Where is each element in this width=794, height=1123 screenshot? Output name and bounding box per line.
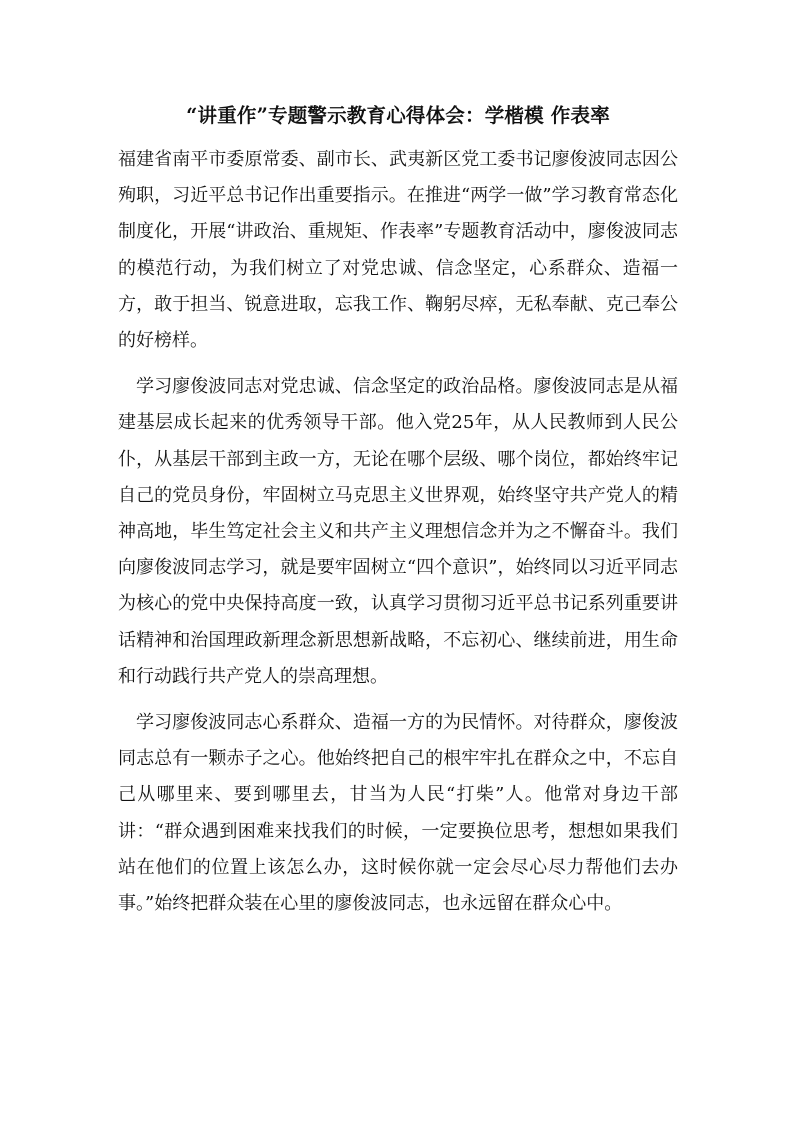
paragraph-intro: 福建省南平市委原常委、副市长、武夷新区党工委书记廖俊波同志因公殉职，习近平总书记作出重要指示。在推进“两学一做”学习教育常态化制度化，开展“讲政治、重规矩、作表率”专题教育活动中，廖俊波同志的模范行动，为我们树立了对党忠诚、信念坚定，心系群众、造福一方，敢于担当、锐意进取，忘我工作、鞠躬尽瘁，无私奉献、克己奉公的好榜样。 xyxy=(118,149,678,352)
paragraph-people-sentiment: 学习廖俊波同志心系群众、造福一方的为民情怀。对待群众，廖俊波同志总有一颗赤子之心。他始终把自己的根牢牢扎在群众之中，不忘自己从哪里来、要到哪里去，甘当为人民“打柴”人。他常对身边干部讲：“群众遇到困难来找我们的时候，一定要换位思考，想想如果我们站在他们的位置上该怎么办，这时候你就一定会尽心尽力帮他们去办事。”始终把群众装在心里的廖俊波同志，也永远留在群众心中。 xyxy=(118,712,678,915)
document-title: “讲重作”专题警示教育心得体会：学楷模 作表率 xyxy=(186,104,610,127)
paragraph-political-character: 学习廖俊波同志对党忠诚、信念坚定的政治品格。廖俊波同志是从福建基层成长起来的优秀领导干部。他入党25年，从人民教师到人民公仆，从基层干部到主政一方，无论在哪个层级、哪个岗位，都始终牢记自己的党员身份，牢固树立马克思主义世界观，始终坚守共产党人的精神高地，毕生笃定社会主义和共产主义理想信念并为之不懈奋斗。我们向廖俊波同志学习，就是要牢固树立“四个意识”，始终同以习近平同志为核心的党中央保持高度一致，认真学习贯彻习近平总书记系列重要讲话精神和治国理政新理念新思想新战略，不忘初心、继续前进，用生命和行动践行共产党人的崇高理想。 xyxy=(118,376,678,687)
document-page xyxy=(118,98,678,922)
